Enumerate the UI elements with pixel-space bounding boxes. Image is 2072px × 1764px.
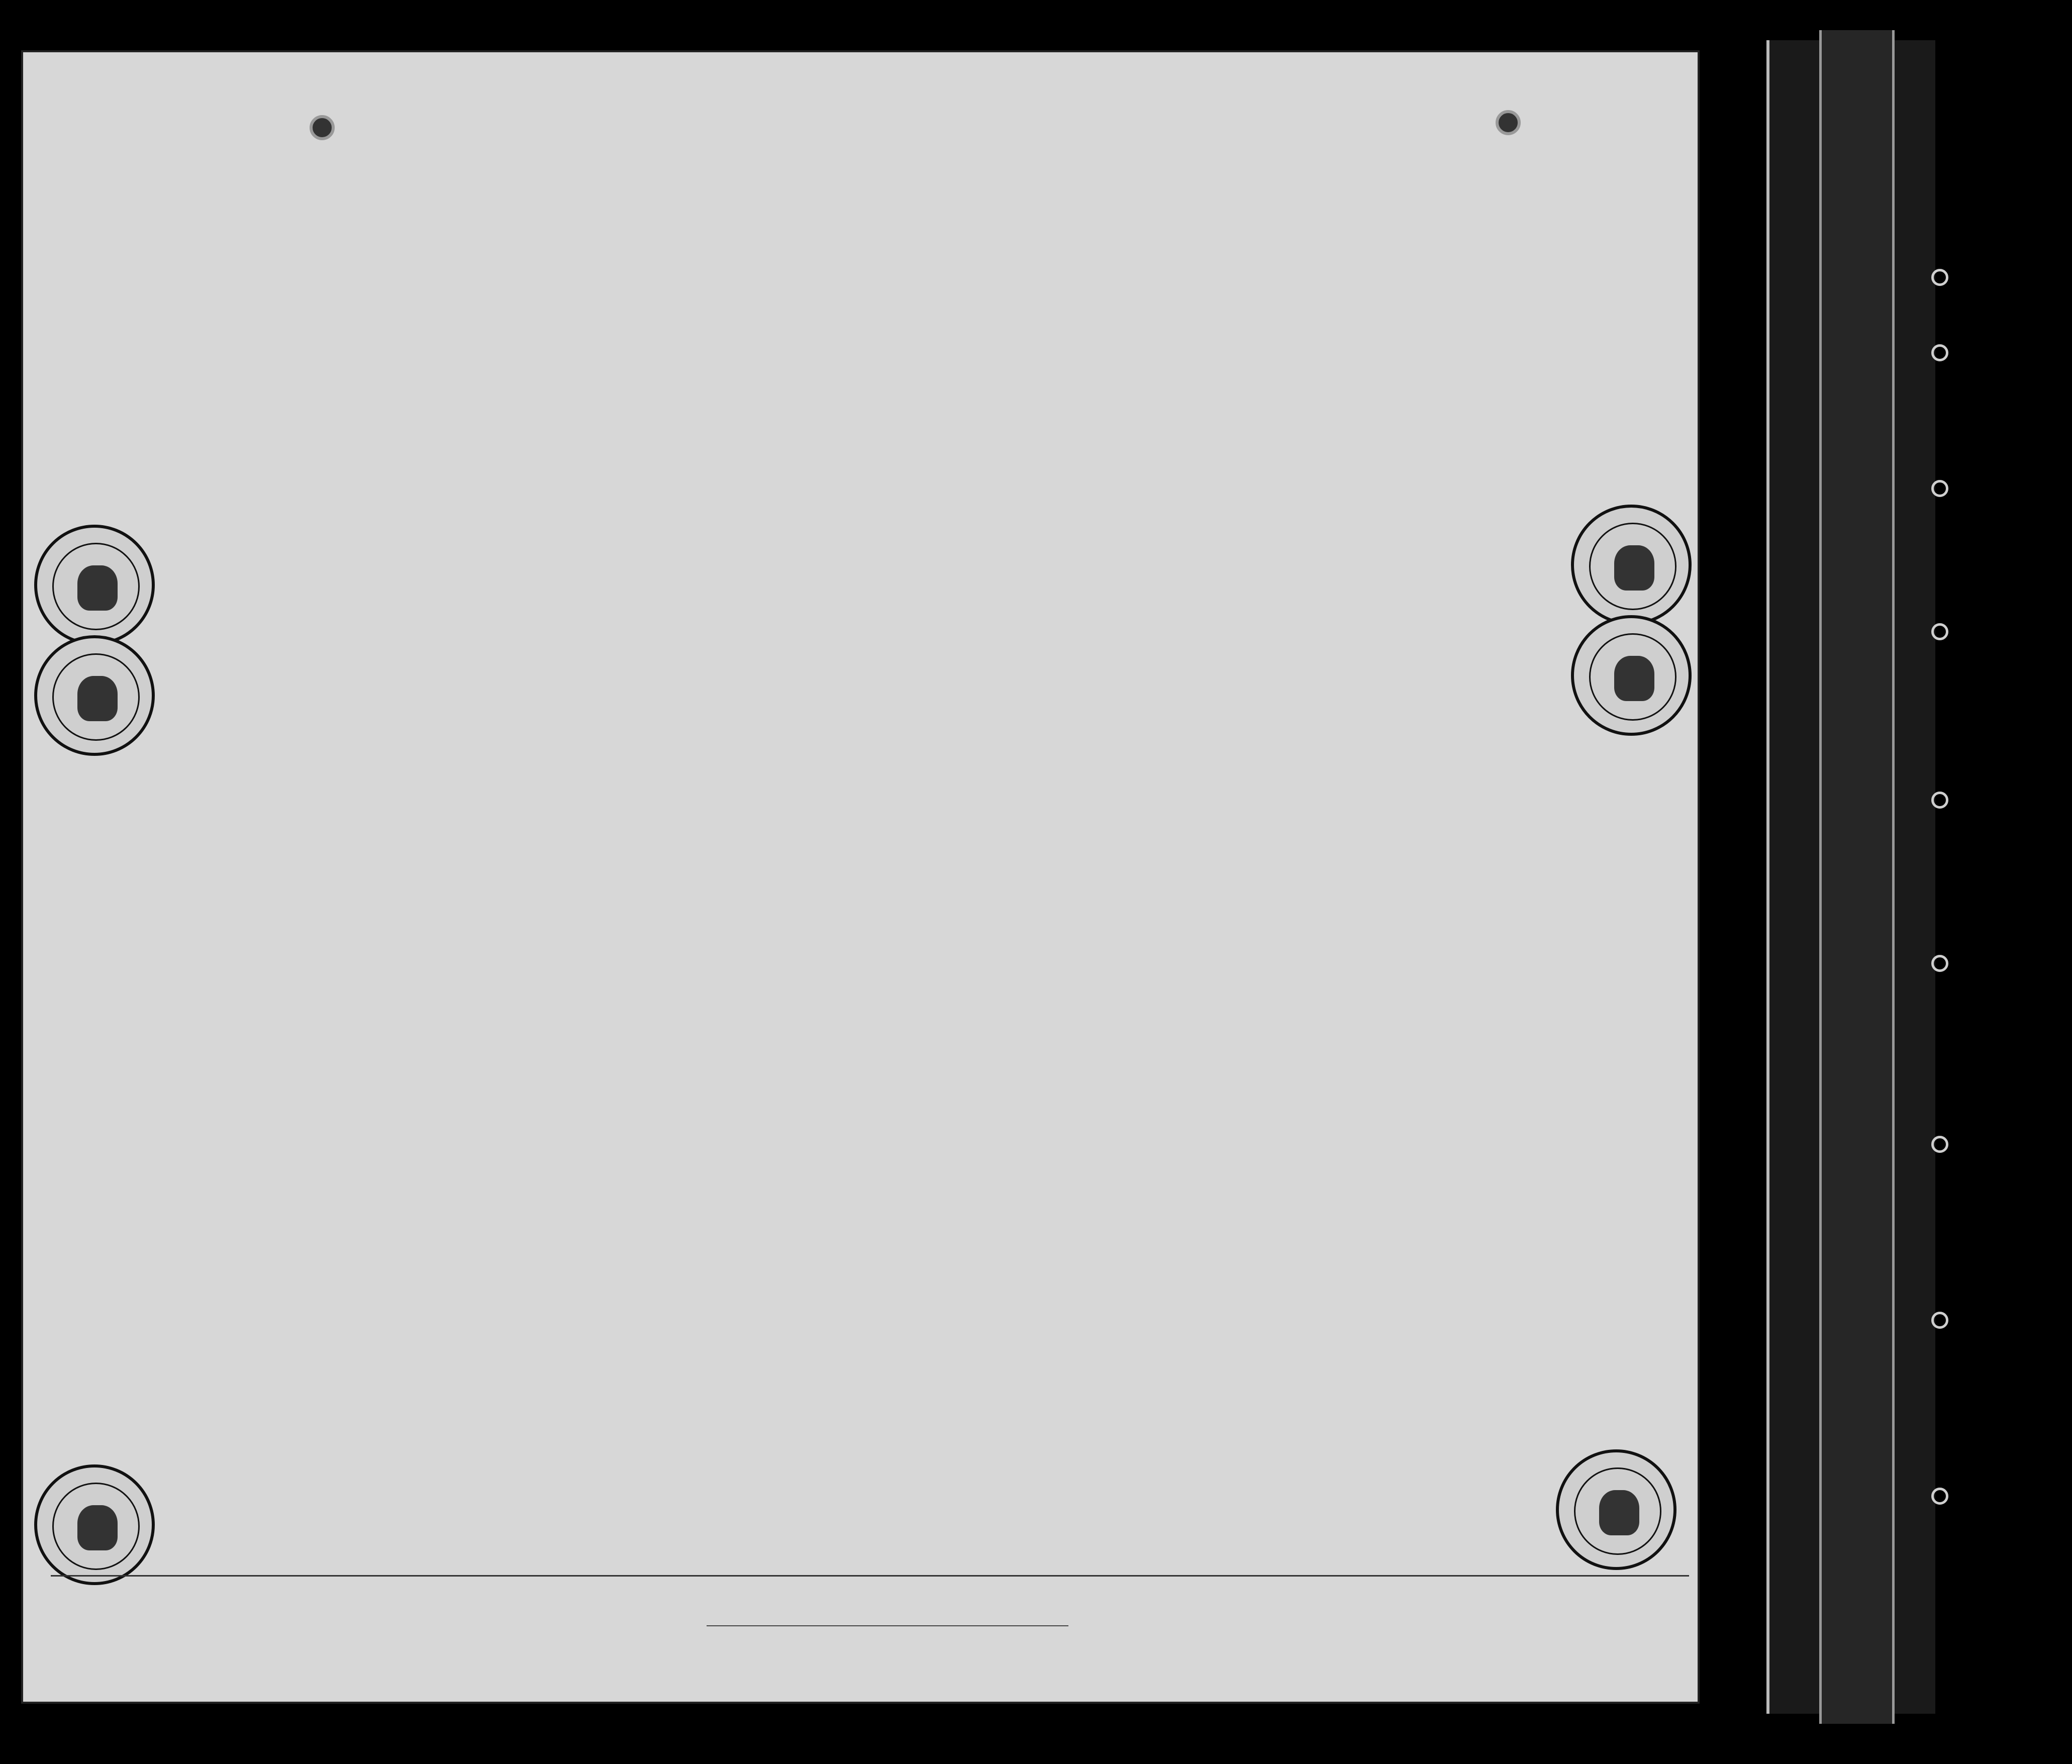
binder-hole xyxy=(1931,480,1948,497)
consulate-seal xyxy=(1571,615,1692,736)
signature-line xyxy=(707,1625,1068,1626)
binder-hole xyxy=(1931,1312,1948,1329)
consulate-seal xyxy=(34,635,155,756)
footer-divider xyxy=(51,1575,1689,1577)
binder-hole xyxy=(1931,269,1948,286)
binder-hole xyxy=(1931,955,1948,972)
binder-strip-inner xyxy=(1819,30,1895,1724)
binder-hole xyxy=(1931,1488,1948,1505)
eagle-emblem xyxy=(77,1505,118,1550)
punch-hole xyxy=(310,115,335,140)
binder-hole xyxy=(1931,344,1948,361)
manifest-sheet xyxy=(21,50,1700,1704)
consulate-seal xyxy=(1556,1449,1676,1570)
binder-hole xyxy=(1931,1136,1948,1153)
binder-hole xyxy=(1931,792,1948,809)
punch-hole xyxy=(1496,110,1521,135)
binder-hole xyxy=(1931,623,1948,640)
eagle-emblem xyxy=(77,565,118,611)
consulate-seal xyxy=(34,525,155,645)
eagle-emblem xyxy=(1614,545,1654,591)
eagle-emblem xyxy=(1614,656,1654,701)
eagle-emblem xyxy=(77,676,118,721)
consulate-seal xyxy=(34,1464,155,1585)
eagle-emblem xyxy=(1599,1490,1639,1535)
consulate-seal xyxy=(1571,505,1692,625)
